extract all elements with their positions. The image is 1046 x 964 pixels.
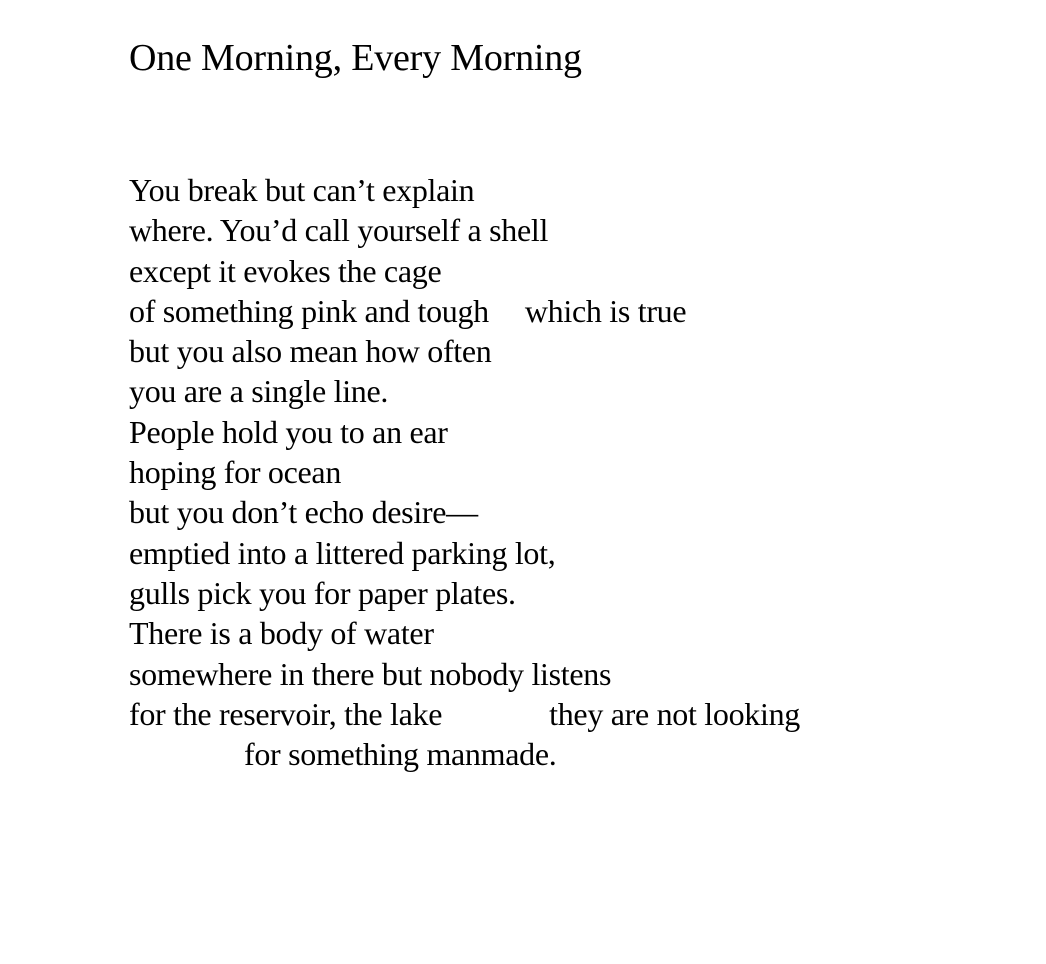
poem-body: [129, 170, 800, 774]
poem-line: gulls pick you for paper plates.: [129, 574, 516, 611]
poem-line-segment: they are not looking: [549, 695, 800, 732]
poem-title: One Morning, Every Morning: [129, 37, 582, 79]
poem-line: somewhere in there but nobody listens: [129, 655, 612, 692]
poem-line: except it evokes the cage: [129, 252, 442, 289]
poem-line: where. You’d call yourself a shell: [129, 212, 549, 249]
poem-line: but you don’t echo desire—: [129, 494, 478, 531]
poem-line: hoping for ocean: [129, 454, 342, 491]
poem-line-split: [129, 694, 800, 734]
poem-line-segment: of something pink and tough: [129, 292, 489, 329]
poem-line: People hold you to an ear: [129, 413, 448, 450]
poem-line: but you also mean how often: [129, 333, 492, 370]
poem-line-split: [129, 291, 800, 331]
poem-line: you are a single line.: [129, 373, 389, 410]
poem-line-segment: which is true: [524, 292, 687, 329]
poem-line-indented: for something manmade.: [244, 736, 557, 773]
poem-line: emptied into a littered parking lot,: [129, 534, 556, 571]
poem-line-segment: for the reservoir, the lake: [129, 695, 443, 732]
poem-line: You break but can’t explain: [129, 172, 475, 208]
poem-line: There is a body of water: [129, 615, 434, 652]
